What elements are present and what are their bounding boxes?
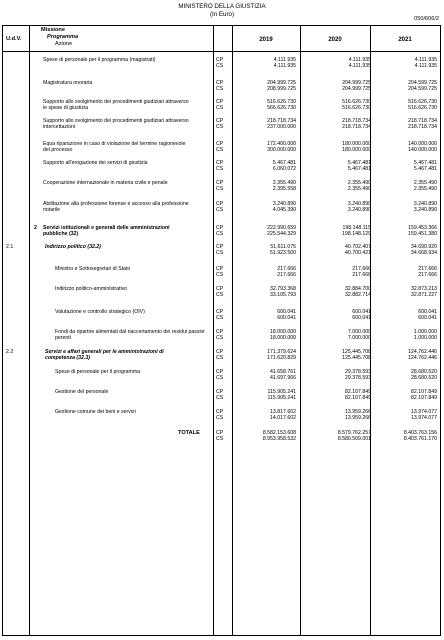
cp-value: 5.467.481 xyxy=(347,160,371,166)
cp-value: 115.905.241 xyxy=(267,389,296,395)
col-udv: U.d.V. xyxy=(6,36,22,42)
cs-value: 2.355.490 xyxy=(347,186,371,193)
row-label: Servizi istituzionali e generali delle amministrazioni pubbliche (32) xyxy=(43,225,170,238)
row-values-2021 xyxy=(381,409,437,422)
row-cp-cs-labels xyxy=(216,180,230,193)
row-values-2021 xyxy=(381,180,437,193)
row-values-2021 xyxy=(381,329,437,342)
cs-label: CS xyxy=(216,335,224,342)
row-cp-cs-labels xyxy=(216,225,230,238)
cs-value: 300.000.000 xyxy=(267,147,296,154)
cs-value: 82.107.849 xyxy=(345,395,371,402)
cp-label: CP xyxy=(216,141,224,147)
row-values-2021 xyxy=(381,266,437,279)
cp-value: 7.000.000 xyxy=(347,329,371,335)
cs-label: CS xyxy=(216,250,224,257)
row-label: Indirizzo politico-amministrativo xyxy=(55,286,128,292)
row-values-2019 xyxy=(240,430,296,443)
cp-value: 204.999.725 xyxy=(342,80,371,86)
cs-label: CS xyxy=(216,272,224,279)
table-row xyxy=(3,80,440,93)
table-row xyxy=(3,409,440,422)
row-label: Equa riparazione in caso di violazione del termine ragionevole del processo xyxy=(43,141,186,154)
row-values-2019 xyxy=(240,244,296,257)
row-values-2019 xyxy=(240,201,296,214)
cs-label: CS xyxy=(216,375,224,382)
col-year-2020: 2020 xyxy=(328,37,342,43)
row-values-2019 xyxy=(240,309,296,322)
row-cp-cs-labels xyxy=(216,160,230,173)
row-values-2021 xyxy=(381,160,437,173)
cp-value: 516.626.730 xyxy=(342,99,371,105)
cs-value: 13.974.077 xyxy=(411,415,437,422)
cp-value: 218.718.734 xyxy=(408,118,437,124)
cs-value: 159.451.380 xyxy=(408,231,437,238)
row-cp-cs-labels xyxy=(216,286,230,299)
cp-label: CP xyxy=(216,57,224,63)
row-values-2020 xyxy=(315,99,371,112)
col-programma: Programma xyxy=(47,34,79,40)
table-row xyxy=(3,160,440,173)
row-values-2020 xyxy=(315,244,371,257)
cp-value: 124.762.446 xyxy=(408,349,437,355)
cp-label: CP xyxy=(216,286,224,292)
cp-value: 2.355.490 xyxy=(272,180,296,186)
cp-value: 204.999.725 xyxy=(267,80,296,86)
row-values-2020 xyxy=(315,160,371,173)
cp-value: 28.680.520 xyxy=(411,369,437,375)
table-row xyxy=(3,286,440,299)
cs-value: 5.467.481 xyxy=(347,166,371,173)
row-label: Spese di personale per il programma (magistrati) xyxy=(43,57,156,63)
table-row xyxy=(3,225,440,238)
cp-value: 13.817.602 xyxy=(270,409,296,415)
cs-value: 217.666 xyxy=(352,272,371,279)
cp-value: 51.611.075 xyxy=(270,244,296,250)
cp-value: 18.000.000 xyxy=(270,329,296,335)
cp-label: CP xyxy=(216,180,224,186)
cp-value: 8.579.762.257 xyxy=(337,430,371,436)
cs-value: 13.959.266 xyxy=(345,415,371,422)
row-cp-cs-labels xyxy=(216,369,230,382)
cp-value: 2.355.490 xyxy=(413,180,437,186)
cp-value: 32.884.700 xyxy=(345,286,371,292)
document-code: 050/606/2 xyxy=(414,16,439,22)
row-program-number: 2 xyxy=(34,225,37,231)
table-row xyxy=(3,266,440,279)
cs-value: 600.041 xyxy=(277,315,296,322)
cs-value: 4.111.935 xyxy=(414,63,437,70)
row-label: Valutazione e controllo strategico (OIV) xyxy=(55,309,145,315)
cp-value: 172.400.000 xyxy=(267,141,296,147)
cp-label: CP xyxy=(216,99,224,105)
cs-value: 3.240.890 xyxy=(347,207,371,214)
cs-label: CS xyxy=(216,436,224,443)
table-row xyxy=(3,57,440,70)
cs-value: 29.378.593 xyxy=(345,375,371,382)
cp-label: CP xyxy=(216,309,224,315)
row-values-2020 xyxy=(315,57,371,70)
cp-value: 4.111.935 xyxy=(414,57,437,63)
cs-value: 34.668.934 xyxy=(411,250,437,257)
cs-value: 40.700.421 xyxy=(345,250,371,257)
row-values-2020 xyxy=(315,118,371,131)
cp-label: CP xyxy=(216,349,224,355)
cs-label: CS xyxy=(216,186,224,193)
row-values-2021 xyxy=(381,430,437,443)
cs-label: CS xyxy=(216,207,224,214)
cs-value: 41.697.966 xyxy=(270,375,296,382)
row-cp-cs-labels xyxy=(216,99,230,112)
cp-value: 125.445.708 xyxy=(342,349,371,355)
row-values-2020 xyxy=(315,141,371,154)
cs-value: 217.666 xyxy=(277,272,296,279)
row-cp-cs-labels xyxy=(216,201,230,214)
cp-value: 217.666 xyxy=(418,266,437,272)
cs-value: 600.041 xyxy=(418,315,437,322)
col-azione: Azione xyxy=(55,41,73,47)
row-cp-cs-labels xyxy=(216,430,230,443)
table-row xyxy=(3,369,440,382)
table-row xyxy=(3,141,440,154)
row-values-2021 xyxy=(381,80,437,93)
row-label: Supporto allo svolgimento dei procedimenti giudiziari attraverso intercettazioni xyxy=(43,118,189,131)
row-values-2019 xyxy=(240,266,296,279)
cp-label: CP xyxy=(216,80,224,86)
cp-value: 82.107.849 xyxy=(345,389,371,395)
cs-value: 171.620.829 xyxy=(267,355,296,362)
cs-value: 28.680.520 xyxy=(411,375,437,382)
table-row xyxy=(3,118,440,131)
cs-value: 2.395.558 xyxy=(272,186,296,193)
table-row xyxy=(3,389,440,402)
cp-value: 13.959.266 xyxy=(345,409,371,415)
row-label: Gestione del personale xyxy=(55,389,109,395)
cs-value: 516.626.730 xyxy=(408,105,437,112)
cs-value: 225.544.329 xyxy=(267,231,296,238)
cp-value: 222.990.659 xyxy=(267,225,296,231)
row-values-2019 xyxy=(240,389,296,402)
cs-value: 82.107.849 xyxy=(411,395,437,402)
table-row xyxy=(3,201,440,214)
cs-value: 5.467.481 xyxy=(413,166,437,173)
cs-value: 8.580.509.001 xyxy=(337,436,371,443)
row-values-2019 xyxy=(240,349,296,362)
row-label: Abilitazione alla professione forense e accesso alla professione notarile xyxy=(43,201,189,214)
cp-value: 3.240.890 xyxy=(347,201,371,207)
col-missione: Missione xyxy=(41,27,65,33)
table-row xyxy=(3,349,440,362)
cs-value: 2.355.490 xyxy=(413,186,437,193)
cp-label: CP xyxy=(216,329,224,335)
col-year-2021: 2021 xyxy=(398,37,412,43)
cs-value: 33.105.793 xyxy=(270,292,296,299)
cs-value: 208.999.725 xyxy=(267,86,296,93)
cp-label: CP xyxy=(216,118,224,124)
row-values-2020 xyxy=(315,430,371,443)
table-row xyxy=(3,309,440,322)
cs-label: CS xyxy=(216,63,224,70)
cs-label: CS xyxy=(216,355,224,362)
row-values-2019 xyxy=(240,409,296,422)
table-row xyxy=(3,244,440,257)
row-values-2019 xyxy=(240,180,296,193)
row-values-2021 xyxy=(381,225,437,238)
cp-value: 217.666 xyxy=(277,266,296,272)
cs-value: 8.403.761.170 xyxy=(403,436,437,443)
cp-label: CP xyxy=(216,430,224,436)
row-values-2020 xyxy=(315,349,371,362)
cp-value: 516.626.730 xyxy=(408,99,437,105)
cs-value: 6.060.072 xyxy=(272,166,296,173)
row-values-2021 xyxy=(381,309,437,322)
cp-value: 13.974.077 xyxy=(411,409,437,415)
cp-value: 217.666 xyxy=(352,266,371,272)
row-values-2021 xyxy=(381,57,437,70)
cp-value: 140.000.000 xyxy=(408,141,437,147)
row-cp-cs-labels xyxy=(216,389,230,402)
cp-value: 4.111.935 xyxy=(273,57,296,63)
cp-label: CP xyxy=(216,160,224,166)
cs-value: 8.953.958.532 xyxy=(262,436,296,443)
cp-value: 3.240.890 xyxy=(272,201,296,207)
cp-label: CP xyxy=(216,244,224,250)
cp-value: 5.467.481 xyxy=(272,160,296,166)
cp-value: 32.873.213 xyxy=(411,286,437,292)
cs-value: 124.762.446 xyxy=(408,355,437,362)
cp-value: 159.453.366 xyxy=(408,225,437,231)
cs-value: 516.626.730 xyxy=(342,105,371,112)
row-values-2020 xyxy=(315,225,371,238)
cp-value: 8.582.153.608 xyxy=(262,430,296,436)
row-values-2020 xyxy=(315,80,371,93)
cs-value: 204.999.725 xyxy=(342,86,371,93)
cp-label: CP xyxy=(216,389,224,395)
cs-value: 3.240.890 xyxy=(413,207,437,214)
row-udv-code: 2.1 xyxy=(6,244,14,250)
cs-label: CS xyxy=(216,395,224,402)
cp-value: 600.041 xyxy=(277,309,296,315)
cp-label: CP xyxy=(216,409,224,415)
row-values-2019 xyxy=(240,118,296,131)
row-cp-cs-labels xyxy=(216,266,230,279)
row-values-2019 xyxy=(240,369,296,382)
unit-label: (In Euro) xyxy=(209,11,235,18)
row-values-2021 xyxy=(381,99,437,112)
row-values-2019 xyxy=(240,160,296,173)
cp-value: 2.355.490 xyxy=(347,180,371,186)
row-values-2019 xyxy=(240,80,296,93)
cp-value: 218.718.734 xyxy=(342,118,371,124)
row-udv-code: 2.2 xyxy=(6,349,14,355)
row-cp-cs-labels xyxy=(216,80,230,93)
cp-value: 600.041 xyxy=(418,309,437,315)
cp-value: 82.107.849 xyxy=(411,389,437,395)
row-values-2019 xyxy=(240,329,296,342)
row-values-2019 xyxy=(240,225,296,238)
row-values-2020 xyxy=(315,180,371,193)
row-cp-cs-labels xyxy=(216,409,230,422)
cp-label: CP xyxy=(216,225,224,231)
cs-value: 600.041 xyxy=(352,315,371,322)
cp-value: 5.467.481 xyxy=(413,160,437,166)
cs-value: 180.000.000 xyxy=(342,147,371,154)
row-label: Fondi da ripartire alimentati dal riaccertamento dei residui passivi perenti xyxy=(55,329,205,342)
cs-value: 4.045.390 xyxy=(272,207,296,214)
row-cp-cs-labels xyxy=(216,57,230,70)
row-label: Servizi e affari generali per le amministrazioni di competenza (32.3) xyxy=(45,349,164,362)
row-values-2021 xyxy=(381,349,437,362)
cp-label: CP xyxy=(216,266,224,272)
cs-value: 218.718.734 xyxy=(342,124,371,131)
row-cp-cs-labels xyxy=(216,244,230,257)
cs-value: 140.000.000 xyxy=(408,147,437,154)
table-row xyxy=(3,180,440,193)
row-label: Spese di personale per il programma xyxy=(55,369,141,375)
cs-value: 115.905.241 xyxy=(267,395,296,402)
cs-label: CS xyxy=(216,86,224,93)
budget-table xyxy=(2,25,441,636)
cp-label: CP xyxy=(216,369,224,375)
cp-value: 8.403.763.156 xyxy=(403,430,437,436)
cp-label: CP xyxy=(216,201,224,207)
cs-value: 237.000.000 xyxy=(267,124,296,131)
cp-value: 34.690.920 xyxy=(411,244,437,250)
row-cp-cs-labels xyxy=(216,309,230,322)
row-cp-cs-labels xyxy=(216,349,230,362)
row-cp-cs-labels xyxy=(216,141,230,154)
table-row xyxy=(3,99,440,112)
cp-value: 3.240.890 xyxy=(413,201,437,207)
cp-value: 29.378.593 xyxy=(345,369,371,375)
cp-value: 171.379.624 xyxy=(267,349,296,355)
cs-value: 14.017.602 xyxy=(270,415,296,422)
row-values-2020 xyxy=(315,329,371,342)
row-values-2020 xyxy=(315,409,371,422)
row-values-2020 xyxy=(315,286,371,299)
row-values-2021 xyxy=(381,286,437,299)
total-label: TOTALE xyxy=(178,430,200,436)
row-values-2020 xyxy=(315,369,371,382)
cs-value: 4.111.935 xyxy=(348,63,371,70)
cp-value: 41.658.761 xyxy=(270,369,296,375)
row-label: Supporto all'erogazione dei servizi di giustizia xyxy=(43,160,148,166)
table-row xyxy=(3,430,440,443)
row-values-2019 xyxy=(240,99,296,112)
cs-label: CS xyxy=(216,147,224,154)
cp-value: 180.000.000 xyxy=(342,141,371,147)
row-values-2021 xyxy=(381,201,437,214)
row-values-2020 xyxy=(315,389,371,402)
cs-label: CS xyxy=(216,105,224,112)
cs-label: CS xyxy=(216,315,224,322)
row-values-2021 xyxy=(381,389,437,402)
cp-value: 32.793.368 xyxy=(270,286,296,292)
row-label: Cooperazione internazionale in materia civile e penale xyxy=(43,180,168,186)
cs-value: 51.923.500 xyxy=(270,250,296,257)
row-values-2021 xyxy=(381,244,437,257)
table-row xyxy=(3,329,440,342)
cp-value: 204.599.725 xyxy=(408,80,437,86)
cp-value: 4.111.935 xyxy=(348,57,371,63)
cs-value: 1.000.000 xyxy=(413,335,437,342)
row-cp-cs-labels xyxy=(216,329,230,342)
row-label: Magistratura onoraria xyxy=(43,80,93,86)
row-values-2020 xyxy=(315,201,371,214)
col-year-2019: 2019 xyxy=(259,37,273,43)
cp-value: 516.626.730 xyxy=(267,99,296,105)
cp-value: 600.041 xyxy=(352,309,371,315)
cp-value: 218.718.734 xyxy=(267,118,296,124)
cs-value: 204.599.725 xyxy=(408,86,437,93)
cs-label: CS xyxy=(216,415,224,422)
cs-value: 217.666 xyxy=(418,272,437,279)
cs-value: 18.000.000 xyxy=(270,335,296,342)
cp-value: 40.702.407 xyxy=(345,244,371,250)
row-values-2019 xyxy=(240,141,296,154)
row-label: Supporto allo svolgimento dei procedimenti giudiziari attraverso le spese di giustizia xyxy=(43,99,189,112)
row-values-2020 xyxy=(315,309,371,322)
row-values-2020 xyxy=(315,266,371,279)
cs-value: 7.000.000 xyxy=(347,335,371,342)
cs-label: CS xyxy=(216,124,224,131)
row-label: Indirizzo politico (32.2) xyxy=(45,244,101,250)
cs-label: CS xyxy=(216,231,224,238)
cs-value: 566.626.730 xyxy=(267,105,296,112)
row-cp-cs-labels xyxy=(216,118,230,131)
row-label: Gestione comune dei beni e servizi xyxy=(55,409,136,415)
cs-value: 32.882.714 xyxy=(345,292,371,299)
cs-label: CS xyxy=(216,292,224,299)
cs-label: CS xyxy=(216,166,224,173)
row-values-2019 xyxy=(240,57,296,70)
row-values-2021 xyxy=(381,118,437,131)
cs-value: 218.718.734 xyxy=(408,124,437,131)
cp-value: 198.148.115 xyxy=(342,225,371,231)
row-values-2021 xyxy=(381,141,437,154)
row-values-2019 xyxy=(240,286,296,299)
row-label: Ministro e Sottosegretari di Stato xyxy=(55,266,131,272)
cs-value: 32.871.227 xyxy=(411,292,437,299)
cs-value: 4.111.935 xyxy=(273,63,296,70)
row-values-2021 xyxy=(381,369,437,382)
ministry-title: MINISTERO DELLA GIUSTIZIA xyxy=(178,3,266,10)
cs-value: 125.445.708 xyxy=(342,355,371,362)
cs-value: 198.148.129 xyxy=(342,231,371,238)
cp-value: 1.000.000 xyxy=(413,329,437,335)
